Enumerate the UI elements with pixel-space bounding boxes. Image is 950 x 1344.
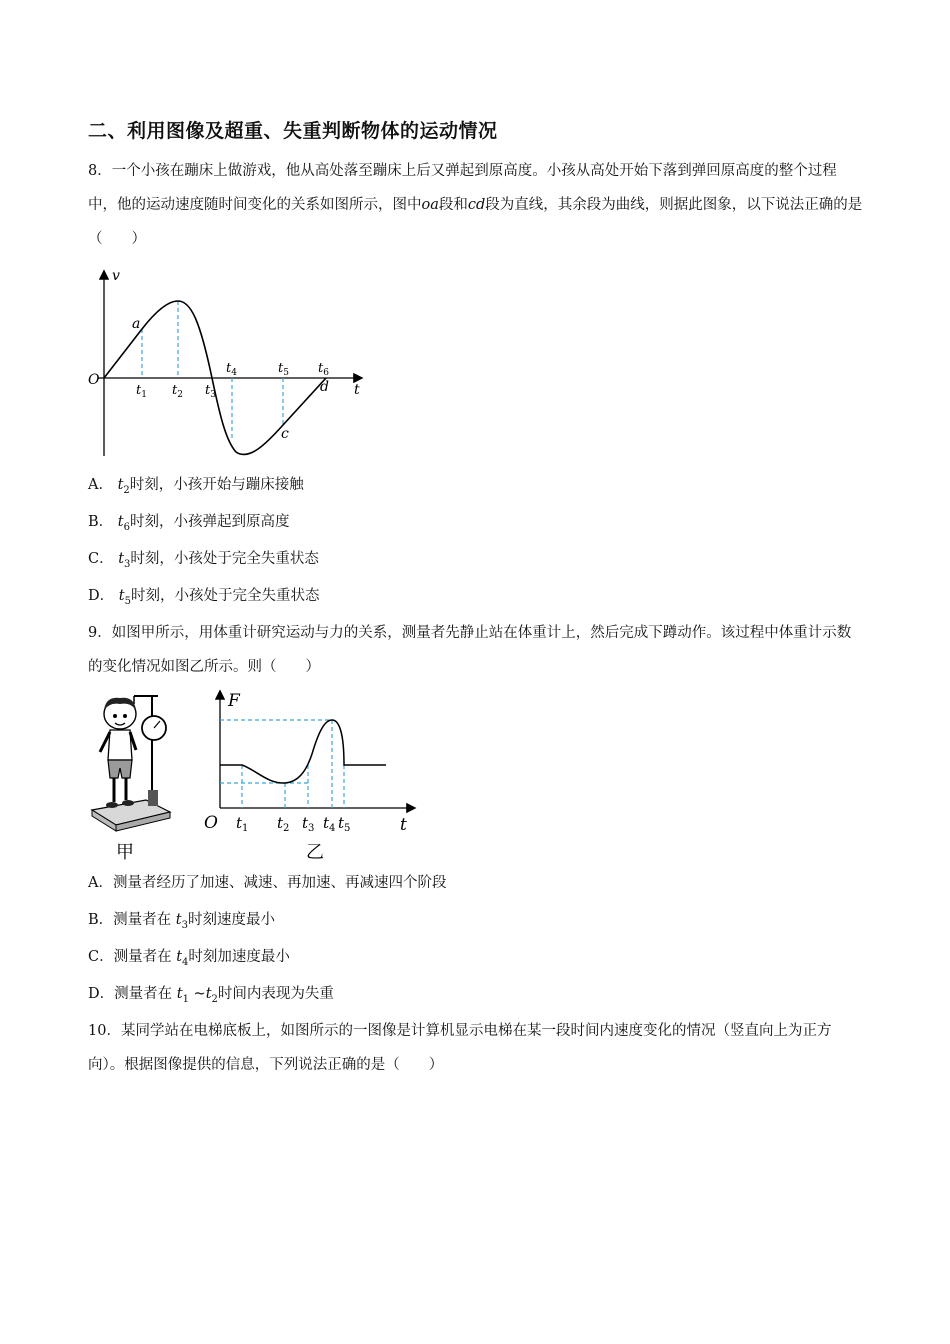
point-a-label: a — [132, 316, 141, 332]
question-9-stem: 9．如图甲所示，用体重计研究运动与力的关系，测量者先静止站在体重计上，然后完成下蹲动作。该过程中体重计示数的变化情况如图乙所示。则（ ） — [88, 625, 852, 675]
q9-option-d[interactable]: D．测量者在 $t_1$ $\sim t_2$时间内表现为失重 — [88, 986, 334, 1005]
point-d-label: d — [320, 379, 329, 395]
svg-text:t2: $t_2$ — [172, 383, 183, 400]
force-time-graph — [198, 686, 418, 864]
force-curve — [220, 720, 386, 783]
label-yi: 乙 — [306, 842, 324, 863]
svg-text:t4: $t_4$ — [226, 361, 237, 378]
origin-label: O — [204, 813, 218, 833]
svg-text:t6: $t_6$ — [318, 361, 329, 378]
q8-option-d[interactable]: D． $t_5$时刻，小孩处于完全失重状态 — [88, 588, 320, 607]
svg-text:t4: $t_4$ — [323, 814, 336, 834]
section-title: 二、利用图像及超重、失重判断物体的运动情况 — [88, 120, 498, 142]
q8-option-a[interactable]: A． $t_2$时刻，小孩开始与蹦床接触 — [88, 477, 304, 496]
q9-option-a[interactable]: A．测量者经历了加速、减速、再加速、再减速四个阶段 — [88, 875, 447, 891]
q8-option-c[interactable]: C． $t_3$时刻，小孩处于完全失重状态 — [88, 551, 319, 570]
svg-text:t1: $t_1$ — [236, 814, 249, 834]
point-c-label: c — [281, 426, 289, 442]
velocity-time-graph — [86, 266, 376, 462]
q8-option-b[interactable]: B． $t_6$时刻，小孩弹起到原高度 — [88, 514, 290, 533]
weighing-scale-illustration — [86, 690, 186, 865]
svg-text:t3: $t_3$ — [205, 383, 216, 400]
F-label: F — [228, 691, 240, 711]
t-label: t — [400, 815, 407, 835]
t-label: t — [354, 382, 360, 398]
svg-text:t5: $t_5$ — [338, 814, 351, 834]
label-jia: 甲 — [116, 842, 134, 863]
svg-text:t5: $t_5$ — [278, 361, 289, 378]
svg-text:t2: $t_2$ — [277, 814, 290, 834]
svg-text:t1: $t_1$ — [136, 383, 147, 400]
svg-text:t3: $t_3$ — [302, 814, 315, 834]
v-label: v — [112, 268, 120, 284]
question-10-stem: 10．某同学站在电梯底板上，如图所示的一图像是计算机显示电梯在某一段时间内速度变化的情况（竖直向上为正方向）。根据图像提供的信息，下列说法正确的是（ ） — [88, 1023, 832, 1073]
origin-label: O — [88, 372, 100, 388]
q9-option-b[interactable]: B．测量者在 $t_3$时刻速度最小 — [88, 912, 275, 931]
q9-option-c[interactable]: C．测量者在 $t_4$时刻加速度最小 — [88, 949, 290, 968]
question-8-stem: 8．一个小孩在蹦床上做游戏，他从高处落至蹦床上后又弹起到原高度。小孩从高处开始下落到弹回原高度的整个过程中，他的运动速度随时间变化的关系如图所示，图中oa段和cd段为直线，其余段为曲线，则据此图象，以下说法正确的是（ ） — [88, 163, 863, 247]
